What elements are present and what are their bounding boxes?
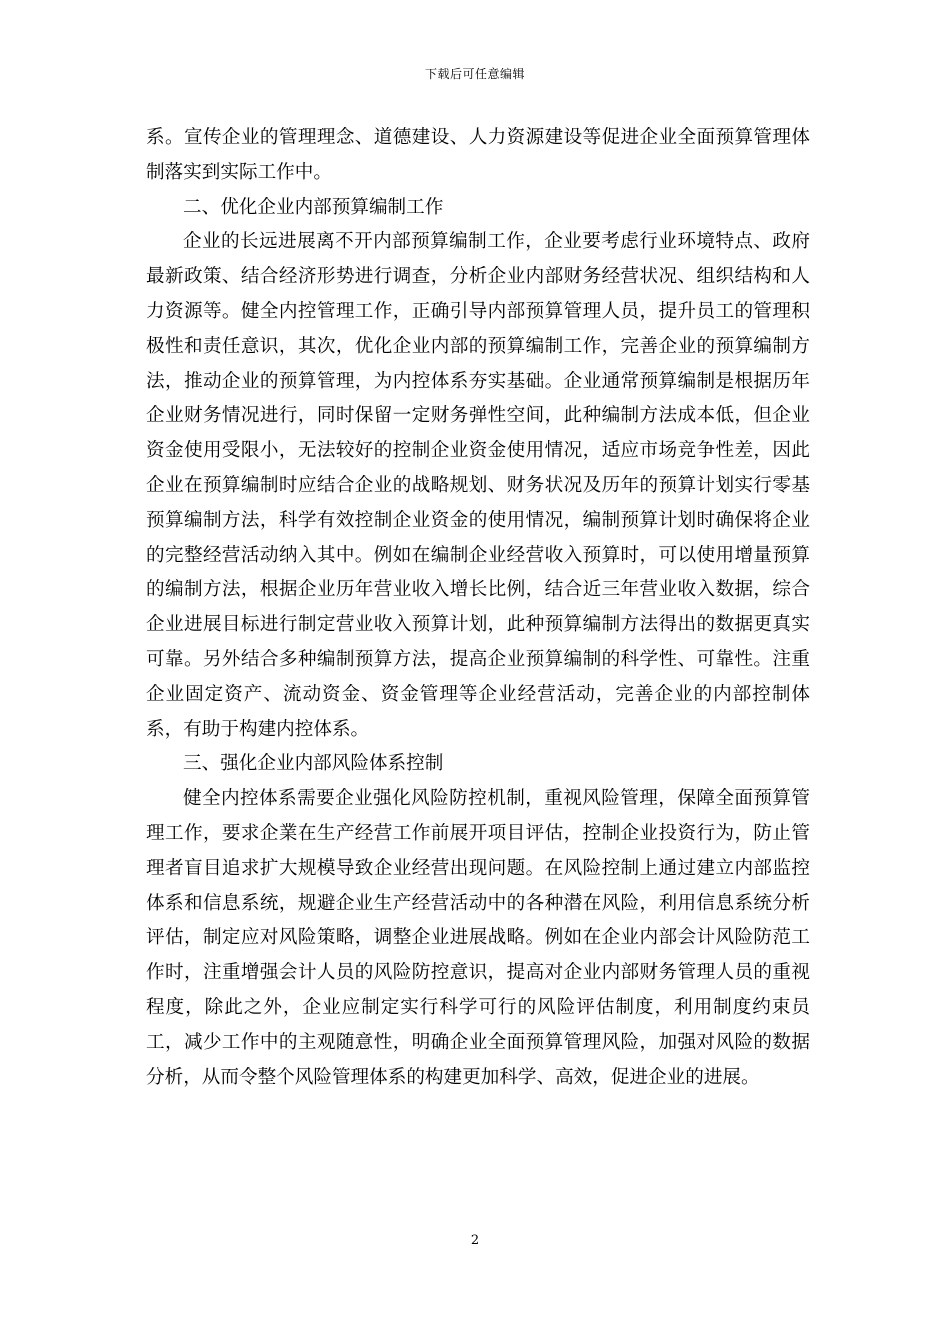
paragraph-continuation: 系。宣传企业的管理理念、道德建设、人力资源建设等促进企业全面预算管理体制落实到实际工作中。 [146, 127, 810, 183]
section-heading-3: 三、强化企业内部风险体系控制 [183, 753, 444, 775]
document-body [146, 121, 810, 1095]
page-number: 2 [470, 1233, 480, 1248]
section-heading-2: 二、优化企业内部预算编制工作 [183, 196, 444, 218]
paragraph-budget-compilation: 企业的长远进展离不开内部预算编制工作，企业要考虑行业环境特点、政府最新政策、结合经济形势进行调查，分析企业内部财务经营状况、组织结构和人力资源等。健全内控管理工作，正确引导内部预算管理人员，提升员工的管理积极性和责任意识，其次，优化企业内部的预算编制工作，完善企业的预算编制方法，推动企业的预算管理，为内控体系夯实基础。企业通常预算编制是根据历年企业财务情况进行，同时保留一定财务弹性空间，此种编制方法成本低，但企业资金使用受限小，无法较好的控制企业资金使用情况，适应市场竞争性差，因此企业在预算编制时应结合企业的战略规划、财务状况及历年的预算计划实行零基预算编制方法，科学有效控制企业资金的使用情况，编制预算计划时确保将企业的完整经营活动纳入其中。例如在编制企业经营收入预算时，可以使用增量预算的编制方法，根据企业历年营业收入增长比例，结合近三年营业收入数据，综合企业进展目标进行制定营业收入预算计划，此种预算编制方法得出的数据更真实可靠。另外结合多种编制预算方法，提高企业预算编制的科学性、可靠性。注重企业固定资产、流动资金、资金管理等企业经营活动，完善企业的内部控制体系，有助于构建内控体系。 [146, 231, 810, 740]
paragraph-risk-control: 健全内控体系需要企业强化风险防控机制，重视风险管理，保障全面预算管理工作，要求企業在生产经营工作前展开项目评估，控制企业投资行为，防止管理者盲目追求扩大规模导致企业经营出现问题。在风险控制上通过建立内部监控体系和信息系统，规避企业生产经营活动中的各种潜在风险，利用信息系统分析评估，制定应对风险策略，调整企业进展战略。例如在企业内部会计风险防范工作时，注重增强会计人员的风险防控意识，提高对企业内部财务管理人员的重视程度，除此之外，企业应制定实行科学可行的风险评估制度，利用制度约束员工，减少工作中的主观随意性，明确企业全面预算管理风险，加强对风险的数据分析，从而令整个风险管理体系的构建更加科学、高效，促进企业的进展。 [146, 788, 810, 1088]
page-header: 下载后可任意编辑 [424, 67, 525, 81]
